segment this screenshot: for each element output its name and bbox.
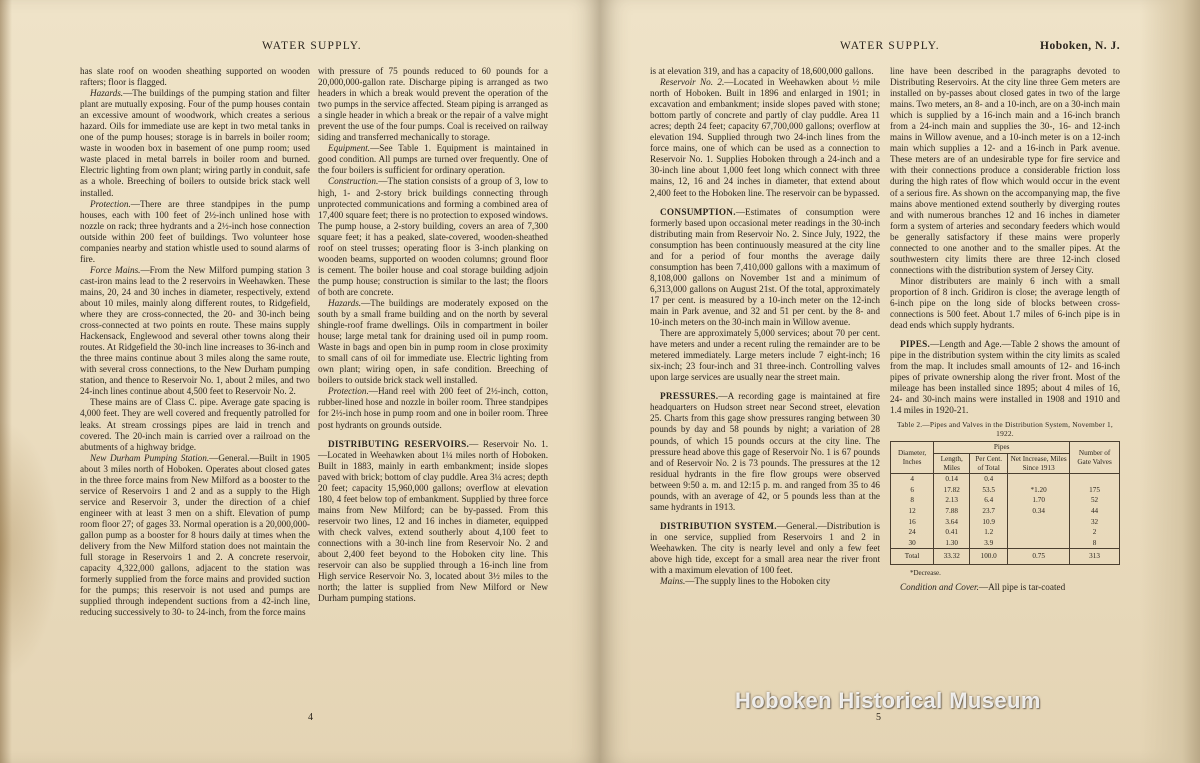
paragraph: [80, 265, 310, 398]
subsection-label: Reservoir No. 2.: [660, 77, 725, 88]
table-row: [891, 474, 1120, 485]
page-stain: [0, 420, 60, 680]
paragraph: [80, 453, 310, 619]
paragraph-text: —General.—Built in 1905 about 3 miles north of Hoboken. Operates about closed gates in the three force mains from New Milford as a booster to the service of Reservoirs 1 and 2 and as a supply to the High service and Reservoir 3, under the direction of a chief engineer with at least 3 men on a shift. Elevation of pump room floor 27; of gages 33. Normal operation is a 20,000,000-gallon pump as a booster for 8 hours daily at times when the delivery from the New Milford station does not maintain the full storage in Reservoirs 1 and 2. A concrete reservoir, capacity 4,322,000 gallons, adjacent to the station was formerly supplied from the force mains and provided suction for the pumps; this reservoir is not used and pumps are supplied through independent suctions from a 42-inch line, reducing successively to 30- to 24-inch, from the force mains: [80, 452, 310, 618]
paragraph-text: —All pipe is tar-coated: [978, 582, 1066, 593]
table-caption: Table 2.—Pipes and Valves in the Distribution System, November 1, 1922.: [897, 420, 1113, 439]
right-page: [600, 0, 1200, 763]
table-total-row: [891, 549, 1120, 565]
table-cell-valves: 8: [1070, 538, 1120, 549]
text-column: [80, 66, 310, 618]
paragraph-text: —From the New Milford pumping station 3 cast-iron mains lead to the 2 reservoirs in Weehawken. These mains, 20, 24 and 30 inches in diameter, respectively, extend about 10 miles, mainly along different routes, to Ridgefield, where they are cross-connected, the 20- and 30-inch being cross-connected at two points en route. These mains supply Hackensack, Englewood and several other towns along their routes. At Ridgefield the 30-inch line increases to 36-inch and the three mains continue about 3 miles along the same route, with several cross connections, to the New Durham pumping station, and thence to Reservoir No. 1, about 2 miles, and two 24-inch lines continue about 4,500 feet to Reservoir No. 2.: [80, 264, 310, 397]
running-head-place: Hoboken, N. J.: [1040, 40, 1121, 52]
section-heading: DISTRIBUTION SYSTEM.: [660, 520, 777, 531]
paragraph: [318, 143, 548, 176]
total-cell-percent: 100.0: [970, 549, 1008, 565]
pipes-table: [890, 441, 1120, 565]
table-cell-length: 0.14: [934, 474, 970, 485]
paragraph: [318, 439, 548, 605]
subsection-label: Construction.: [328, 176, 379, 187]
subsection-label: Hazards.: [90, 88, 124, 99]
column-body-after-table: [890, 582, 1120, 593]
column-body: [890, 66, 1120, 416]
table-cell-diameter: 6: [891, 485, 934, 496]
section-heading: DISTRIBUTING RESERVOIRS.: [328, 438, 470, 449]
paragraph: [318, 66, 548, 143]
subsection-label: Protection.: [328, 386, 369, 397]
table-cell-diameter: 4: [891, 474, 934, 485]
paragraph: [650, 521, 880, 576]
paragraph: [890, 66, 1120, 276]
table-body: [891, 474, 1120, 565]
table-cell-percent: 0.4: [970, 474, 1008, 485]
subsection-label: Condition and Cover.: [900, 582, 979, 593]
table-cell-percent: 53.5: [970, 485, 1008, 496]
pipes-table-block: [890, 420, 1120, 579]
table-cell-net: [1008, 538, 1070, 549]
subsection-label: Hazards.: [328, 297, 362, 308]
table-row: [891, 485, 1120, 496]
museum-watermark: Hoboken Historical Museum: [735, 688, 1041, 713]
table-cell-percent: 10.9: [970, 517, 1008, 528]
paragraph-text: has slate roof on wooden sheathing supported on wooden rafters; floor is flagged.: [80, 66, 310, 88]
running-head: WATER SUPPLY.: [840, 40, 940, 52]
table-row: [891, 517, 1120, 528]
th-length: Length, Miles: [934, 454, 970, 474]
total-cell-length: 33.32: [934, 549, 970, 565]
paragraph-text: with pressure of 75 pounds reduced to 60 pounds for a 20,000,000-gallon rate. Discharge piping is arranged as two headers in which a break would prevent the operation of the two pumps in the service affected. Steam piping is arranged as a single header in which a break or the repair of a valve might prevent the use of the four pumps. Coal is received on railway siding and transferred mechanically to storage.: [318, 66, 548, 143]
table-cell-diameter: 16: [891, 517, 934, 528]
table-cell-valves: 32: [1070, 517, 1120, 528]
paragraph: [650, 66, 880, 77]
running-head: WATER SUPPLY.: [262, 40, 362, 52]
paragraph-text: — Reservoir No. 1.—Located in Weehawken about 1¼ miles north of Hoboken. Built in 1883, mainly in earth embankment; inside slopes paved with brick; bottom of clay puddle. Area 3¼ acres; depth 20 feet; capacity 15,960,000 gallons; overflow at elevation 180, 4 feet below top of embankment. Supplied by three force mains from New Milford; can be by-passed. From this reservoir two lines, 12 and 16 inches in diameter, equipped with check valves, extend southerly about 4,100 feet to connections with a 30-inch line from Reservoir No. 2 and about 2,400 feet beyond to the Hoboken city line. This reservoir can also be supplied through a 16-inch line from High service Reservoir No. 3, located about 3½ miles to the north; the latter is supplied from New Milford or New Durham pumping stations.: [318, 438, 548, 604]
th-diameter: Diameter, Inches: [891, 442, 934, 474]
total-cell-label: Total: [891, 549, 934, 565]
paragraph-text: —General.—Distribution is in one service, supplied from Reservoirs 1 and 2 in Weehawken. The city is nearly level and only a few feet above high tide, except for a small area near the river front with a maximum elevation of 100 feet.: [650, 520, 880, 576]
table-cell-length: 0.41: [934, 527, 970, 538]
table-cell-percent: 23.7: [970, 506, 1008, 517]
th-percent: Per Cent. of Total: [970, 454, 1008, 474]
paragraph: [890, 339, 1120, 416]
subsection-label: Equipment.: [328, 143, 371, 154]
paragraph-gap: [650, 383, 880, 391]
paragraph-text: There are approximately 5,000 services; about 70 per cent. have meters and under a recent ruling the remainder are to be metered immediately. Large meters include 7 eight-inch; 16 six-inch; 23 four-inch and 31 three-inch. Controlling valves upon large services are usually near the street main.: [650, 328, 880, 383]
text-column: [890, 66, 1120, 593]
paragraph: [318, 298, 548, 386]
paragraph-gap: [650, 199, 880, 207]
table-cell-net: 1.70: [1008, 495, 1070, 506]
table-cell-percent: 6.4: [970, 495, 1008, 506]
subsection-label: New Durham Pumping Station.: [90, 452, 210, 463]
paragraph: [318, 386, 548, 430]
table-cell-valves: 2: [1070, 527, 1120, 538]
table-cell-length: 17.82: [934, 485, 970, 496]
table-cell-valves: [1070, 474, 1120, 485]
subsection-label: Protection.: [90, 198, 131, 209]
table-cell-valves: 52: [1070, 495, 1120, 506]
paragraph-text: line have been described in the paragraphs devoted to Distributing Reservoirs. At the city line three Gem meters are installed on by-passes about closed gates in two of the large mains. Two meters, an 8- and a 10-inch, are on a 30-inch main which is supplied by a 16-inch main and a 16-inch branch from a 24-inch main and supplies the 30-, 16- and 12-inch mains in Willow avenue, and a 10-inch meter is on a 12-inch main which supplies a 12- and a 16-inch in Park avenue. These meters are of an undesirable type for fire service and with their connections produce a considerable friction loss during the high rates of flow which would occur in the event of a serious fire. As shown on the accompanying map, the five mains above mentioned extend southerly by diverging routes and with numerous branches 12 and 16 inches in diameter form a system of arteries and secondary feeders which would be generally satisfactory if these mains were properly connected to one another and to the smaller pipes. At the southwestern city limits there are three 12-inch closed connections with the distribution system of Jersey City.: [890, 66, 1120, 275]
text-column: [650, 66, 880, 587]
table-cell-net: [1008, 517, 1070, 528]
paragraph-text: —See Table 1. Equipment is maintained in good condition. All pumps are turned over frequently. One of the four boilers is sufficient for ordinary operation.: [318, 143, 548, 176]
table-cell-percent: 3.9: [970, 538, 1008, 549]
subsection-label: Force Mains.: [90, 264, 141, 275]
table-footnote: *Decrease.: [910, 568, 941, 577]
paragraph-text: —A recording gage is maintained at fire headquarters on Hudson street near Second street, elevation 25. Charts from this gage show pressures ranging between 30 pounds by day and 58 pounds by night; a variation of 28 pounds, of which 15 pounds occurs at the city line. The pressure head above this gage of Reservoir No. 1 is 67 pounds and of Reservoir No. 2 is 73 pounds. The pressures at the 12 residual hydrants in the fire flow groups were observed between 9:50 a. m. and 12:15 p. m. and ranged from 35 to 46 pounds, with an average of 42, or 5 pounds less than at the same hydrants in 1913.: [650, 391, 880, 512]
paragraph: [650, 207, 880, 329]
th-net-increase: Net Increase, Miles Since 1913: [1008, 454, 1070, 474]
paragraph: [650, 391, 880, 513]
table-row: [891, 506, 1120, 517]
th-pipes: Pipes: [934, 442, 1070, 454]
paragraph-text: —The supply lines to the Hoboken city: [685, 576, 831, 587]
table-cell-length: 7.88: [934, 506, 970, 517]
paragraph: [890, 582, 1120, 593]
section-heading: PRESSURES.: [660, 391, 719, 402]
table-cell-net: [1008, 527, 1070, 538]
page-number: 5: [876, 712, 881, 723]
paragraph: [80, 397, 310, 452]
total-cell-net: 0.75: [1008, 549, 1070, 565]
table-cell-net: *1.20: [1008, 485, 1070, 496]
paragraph: [80, 199, 310, 265]
section-heading: PIPES.: [900, 339, 931, 350]
text-column: [318, 66, 548, 604]
paragraph: [80, 66, 310, 88]
table-cell-length: 2.13: [934, 495, 970, 506]
section-heading: CONSUMPTION.: [660, 206, 736, 217]
table-cell-diameter: 8: [891, 495, 934, 506]
paragraph-gap: [318, 431, 548, 439]
table-cell-percent: 1.2: [970, 527, 1008, 538]
table-cell-valves: 175: [1070, 485, 1120, 496]
page-number: 4: [308, 712, 313, 723]
paragraph-text: is at elevation 319, and has a capacity of 18,600,000 gallons.: [650, 66, 874, 76]
paragraph: [650, 77, 880, 199]
paragraph-text: —Estimates of consumption were formerly based upon occasional meter readings in the 30-inch distributing main from Reservoir No. 2. Since July, 1922, the consumption has been continuously measured at the city line and for a period of four months the average daily consumption has been 7,410,000 gallons with a maximum of 8,108,000 gallons on November 1st and a minimum of 6,313,000 gallons on August 21st. Of the total, approximately 17 per cent. is measured by a 10-inch meter on the 12-inch main in Park avenue, and 32 and 51 per cent. by the 8- and 10-inch meters on the 30-inch main in Willow avenue.: [650, 206, 880, 328]
paragraph-text: —The buildings are moderately exposed on the south by a small frame building and on the north by several shingle-roof frame dwellings. Oils in compartment in boiler house; large metal tank for draining used oil in pump room. Waste in bags and open bin in pump room in close proximity to small cans of oil for immediate use. Electric lighting from own plant; wiring open, in safe condition. Breeching of boilers to outside brick stack well installed.: [318, 297, 548, 386]
paragraph-text: —The buildings of the pumping station and filter plant are mutually exposing. Four of the pump houses contain an excessive amount of woodwork, which creates a serious hazard. Oils for immediate use are kept in two metal tanks in one of the pump houses; storage is in barrels in boiler room; waste in wooden box in basement of one pump room; used waste placed in metal barrels in boiler room and burned. Electric lighting from own plant; wiring partly in conduit, safe as a whole. Breeching of boilers to outside brick stack well installed.: [80, 88, 310, 198]
paragraph-text: —There are three standpipes in the pump houses, each with 100 feet of 2½-inch unlined hose with nozzle on rack; three hydrants and a 2½-inch hose connection outside within 200 feet of buildings. Two volunteer hose companies nearby and station whistle used to sound alarms of fire.: [80, 198, 310, 264]
th-gate-valves: Number of Gate Valves: [1070, 442, 1120, 474]
table-row: [891, 495, 1120, 506]
table-cell-length: 1.30: [934, 538, 970, 549]
table-cell-diameter: 30: [891, 538, 934, 549]
paragraph-text: —Located in Weehawken about ½ mile north of Hoboken. Built in 1896 and enlarged in 1901; in excavation and embankment; inside slopes paved with stone; bottom partly of concrete and partly of clay puddle. Area 11 acres; depth 24 feet; capacity 67,700,000 gallons; overflow at elevation 194. Supplied through two 24-inch lines from the force mains, one of which can be used as a connection to Reservoir No. 1. Supplies Hoboken through a 24-inch and a 30-inch line about 1,000 feet long which connect with three mains, 12, 16 and 24 inches in diameter, that extend about 2,400 feet to the Hoboken line. The reservoir can be bypassed.: [650, 77, 880, 198]
paragraph: [318, 176, 548, 298]
paragraph: [80, 88, 310, 198]
table-row: [891, 527, 1120, 538]
table-cell-net: 0.34: [1008, 506, 1070, 517]
table-cell-valves: 44: [1070, 506, 1120, 517]
table-cell-net: [1008, 474, 1070, 485]
paragraph: [650, 328, 880, 383]
table-row: [891, 538, 1120, 549]
paragraph-text: —Hand reel with 200 feet of 2½-inch, cotton, rubber-lined hose and nozzle in boiler room. Three standpipes for 2½-inch hose in pump room and one in boiler room. Three post hydrants on grounds outside.: [318, 386, 548, 430]
table-cell-diameter: 24: [891, 527, 934, 538]
paragraph-text: These mains are of Class C. pipe. Average gate spacing is 4,000 feet. They are well covered and frequently patrolled for leaks. At stream crossings pipes are laid in trench and covered. The 20-inch main is carried over a railroad on the abutments of a highway bridge.: [80, 397, 310, 452]
subsection-label: Mains.: [660, 576, 686, 587]
table-cell-diameter: 12: [891, 506, 934, 517]
paragraph-text: —Length and Age.—Table 2 shows the amount of pipe in the distribution system within the city limits as scaled from the map. It includes small amounts of 12- and 16-inch pipes of private ownership along the river front. Most of the mileage has been installed since 1895; about 4 miles of 16, 24- and 30-inch mains were installed in 1908 and 1910 and 1.4 miles in 1920-21.: [890, 339, 1120, 416]
paragraph-text: Minor distributers are mainly 6 inch with a small proportion of 8 inch. Gridiron is close; the average length of 6-inch pipe on the long side of blocks between cross-connections is 500 feet. About 1.7 miles of 6-inch pipe is in dead ends which supply hydrants.: [890, 275, 1120, 331]
total-cell-valves: 313: [1070, 549, 1120, 565]
paragraph-gap: [890, 331, 1120, 339]
paragraph: [890, 276, 1120, 331]
paragraph-text: —The station consists of a group of 3, low to high, 1- and 2-story brick buildings connecting through unprotected communications and forming a combined area of 17,400 square feet; there is no protection to exposed windows. The pump house, a 2-story building, covers an area of 7,300 square feet; it has a peaked, slate-covered, wooden-sheathed roof on steel trusses; operating floor is 3-inch planking on wooden beams, supported on wooden columns; ground floor is cement. The boiler house and coal storage building adjoin the pump house; construction is similar to the last; the floors of both are concrete.: [318, 176, 548, 297]
table-cell-length: 3.64: [934, 517, 970, 528]
paragraph-gap: [650, 513, 880, 521]
paragraph: [650, 576, 880, 587]
